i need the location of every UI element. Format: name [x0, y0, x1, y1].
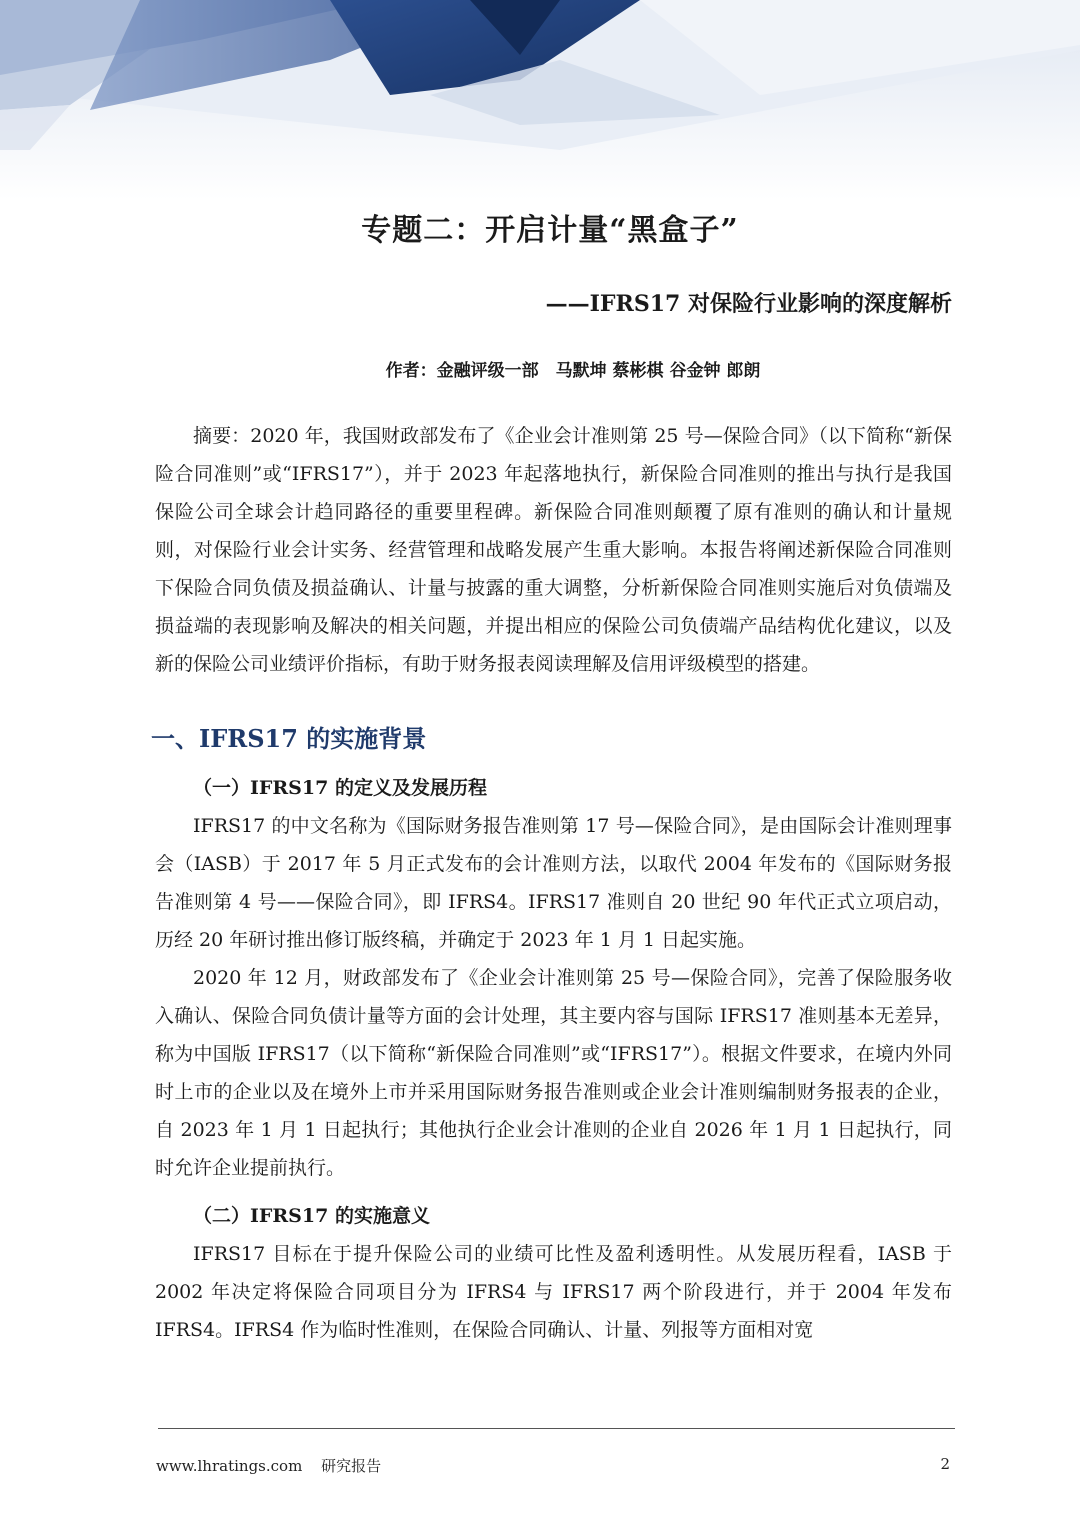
authors-line: 作者：金融评级一部 马默坤 蔡彬棋 谷金钟 郎朗 — [385, 361, 761, 381]
body-paragraph: IFRS17 的中文名称为《国际财务报告准则第 17 号—保险合同》，是由国际会计准则理事会（IASB）于 2017 年 5 月正式发布的会计准则方法，以取代 2004 年发布的《国际财务报告准则第 4 号——保险合同》，即 IFRS4。IFRS17 准则自 20 世纪 90 年代正式立项启动，历经 20 年研讨推出修订版终稿，并确定于 2023 年 1 月 1 日起实施。 — [155, 815, 952, 951]
section-heading: 一、IFRS17 的实施背景 — [151, 724, 427, 753]
document-body — [151, 417, 952, 1349]
footer-website-link[interactable]: www.lhratings.com — [156, 1457, 303, 1475]
header-banner-graphic — [0, 0, 1080, 200]
footer-divider — [158, 1428, 955, 1429]
subsection-heading: （一）IFRS17 的定义及发展历程 — [193, 777, 487, 799]
body-paragraph: IFRS17 目标在于提升保险公司的业绩可比性及盈利透明性。从发展历程看，IASB 于 2002 年决定将保险合同项目分为 IFRS4 与 IFRS17 两个阶段进行，并于 2004 年发布 IFRS4。IFRS4 作为临时性准则，在保险合同确认、计量、列报等方面相对宽 — [155, 1243, 952, 1341]
page-number: 2 — [940, 1455, 950, 1473]
page-subtitle: ——IFRS17 对保险行业影响的深度解析 — [545, 291, 952, 317]
page-title: 专题二：开启计量“黑盒子” — [361, 213, 739, 248]
body-paragraph: 2020 年 12 月，财政部发布了《企业会计准则第 25 号—保险合同》，完善了保险服务收入确认、保险合同负债计量等方面的会计处理，其主要内容与国际 IFRS17 准则基本无差异，称为中国版 IFRS17（以下简称“新保险合同准则”或“IFRS17”）。根据文件要求，在境内外同时上市的企业以及在境外上市并采用国际财务报告准则或企业会计准则编制财务报表的企业，自 2023 年 1 月 1 日起执行；其他执行企业会计准则的企业自 2026 年 1 月 1 日起执行，同时允许企业提前执行。 — [155, 967, 952, 1179]
footer-left — [156, 1455, 395, 1476]
abstract-paragraph: 摘要：2020 年，我国财政部发布了《企业会计准则第 25 号—保险合同》（以下简称“新保险合同准则”或“IFRS17”），并于 2023 年起落地执行，新保险合同准则的推出与执行是我国保险公司全球会计趋同路径的重要里程碑。新保险合同准则颠覆了原有准则的确认和计量规则，对保险行业会计实务、经营管理和战略发展产生重大影响。本报告将阐述新保险合同准则下保险合同负债及损益确认、计量与披露的重大调整，分析新保险合同准则实施后对负债端及损益端的表现影响及解决的相关问题，并提出相应的保险公司负债端产品结构优化建议，以及新的保险公司业绩评价指标，有助于财务报表阅读理解及信用评级模型的搭建。 — [155, 425, 952, 675]
subsection-heading: （二）IFRS17 的实施意义 — [193, 1205, 430, 1227]
footer-label: 研究报告 — [321, 1457, 382, 1475]
